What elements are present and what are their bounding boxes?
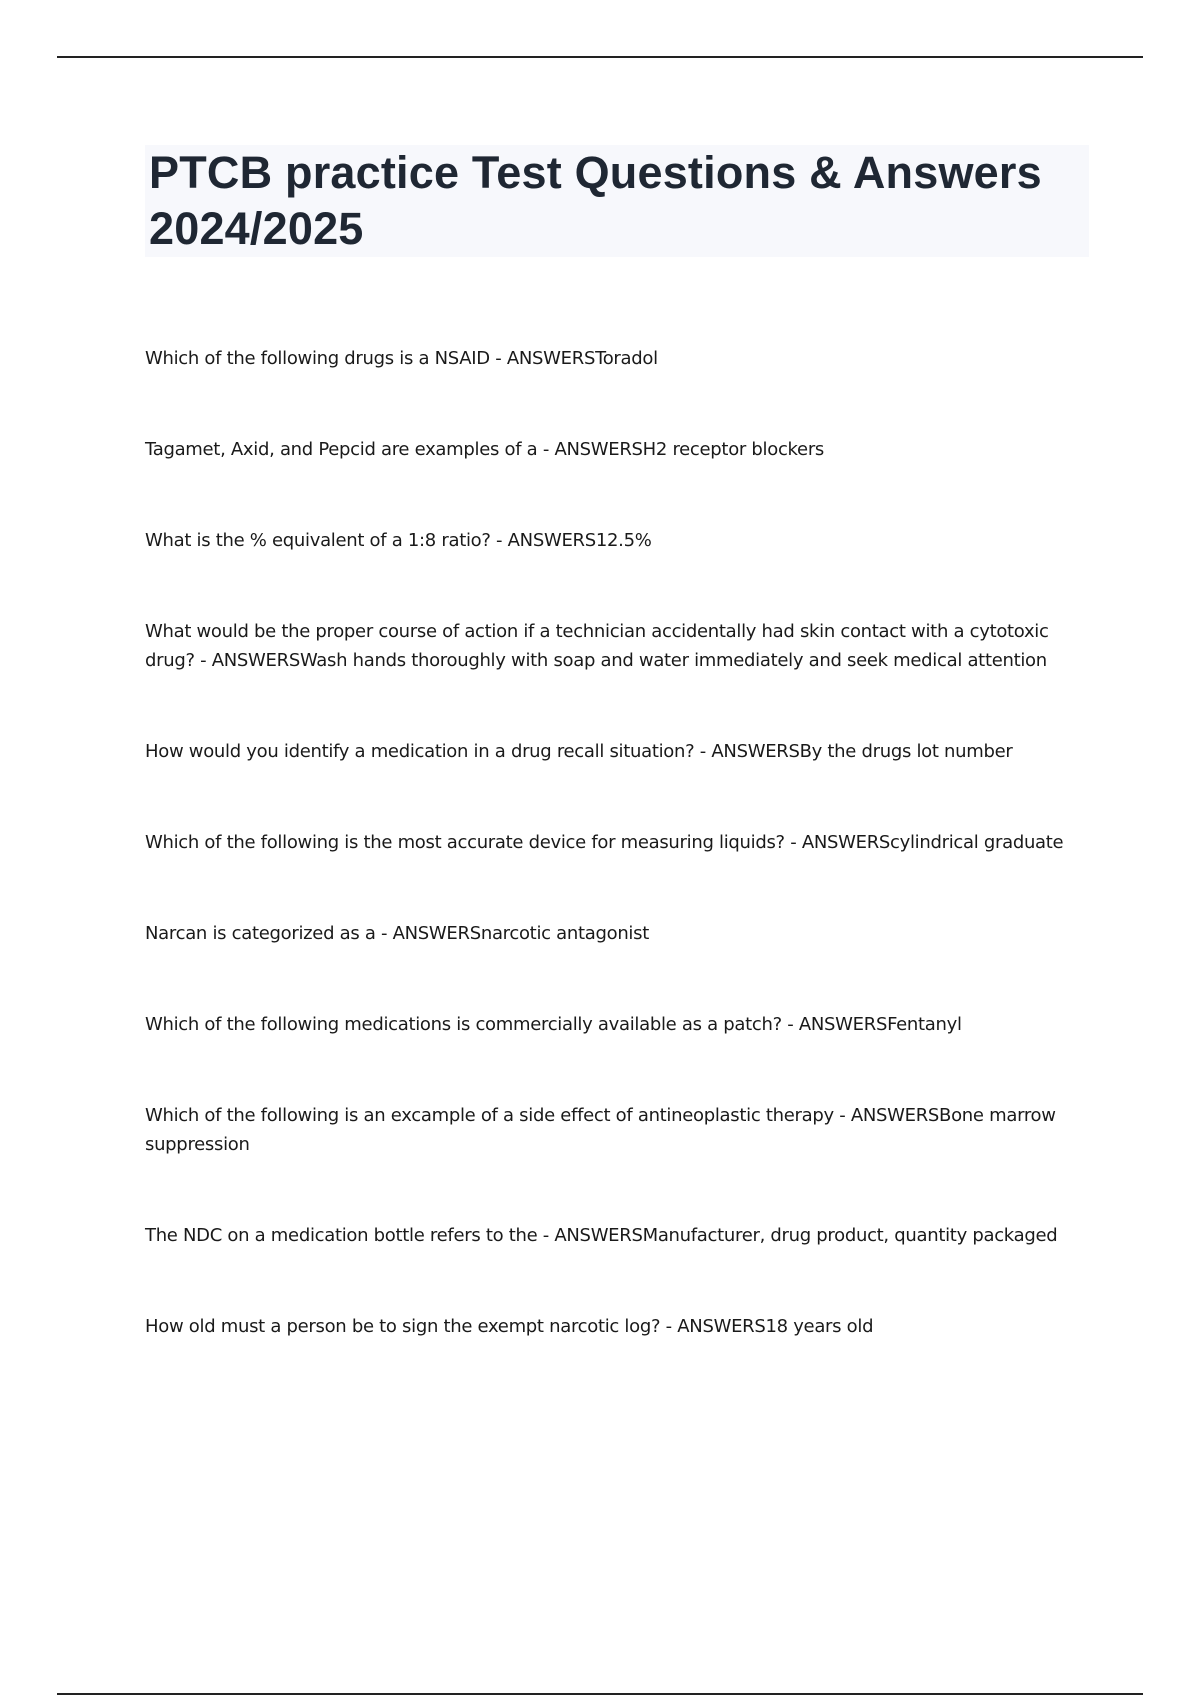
qa-item: How old must a person be to sign the exempt narcotic log? - ANSWERS18 years old [145,1316,874,1337]
qa-item: How would you identify a medication in a drug recall situation? - ANSWERSBy the drugs lot number [145,741,1013,762]
qa-item: What is the % equivalent of a 1:8 ratio? - ANSWERS12.5% [145,530,652,551]
qa-item: Which of the following is the most accurate device for measuring liquids? - ANSWERScylindrical graduate [145,832,1064,853]
page-title: PTCB practice Test Questions & Answers 2024/2025 [149,147,1042,254]
qa-item: The NDC on a medication bottle refers to the - ANSWERSManufacturer, drug product, quantity packaged [145,1225,1058,1246]
qa-item: Which of the following drugs is a NSAID - ANSWERSToradol [145,348,658,369]
top-rule [57,56,1143,58]
qa-list [145,344,1095,1403]
title-block [145,145,1089,257]
qa-item: Tagamet, Axid, and Pepcid are examples of a - ANSWERSH2 receptor blockers [145,439,824,460]
qa-item: Narcan is categorized as a - ANSWERSnarcotic antagonist [145,923,649,944]
qa-item: What would be the proper course of action if a technician accidentally had skin contact with a cytotoxic drug? - ANSWERSWash hands thoroughly with soap and water immediately and seek medical attention [145,621,1049,671]
bottom-rule [57,1693,1143,1695]
qa-item: Which of the following is an excample of a side effect of antineoplastic therapy - ANSWERSBone marrow suppression [145,1105,1056,1155]
qa-item: Which of the following medications is commercially available as a patch? - ANSWERSFentanyl [145,1014,962,1035]
